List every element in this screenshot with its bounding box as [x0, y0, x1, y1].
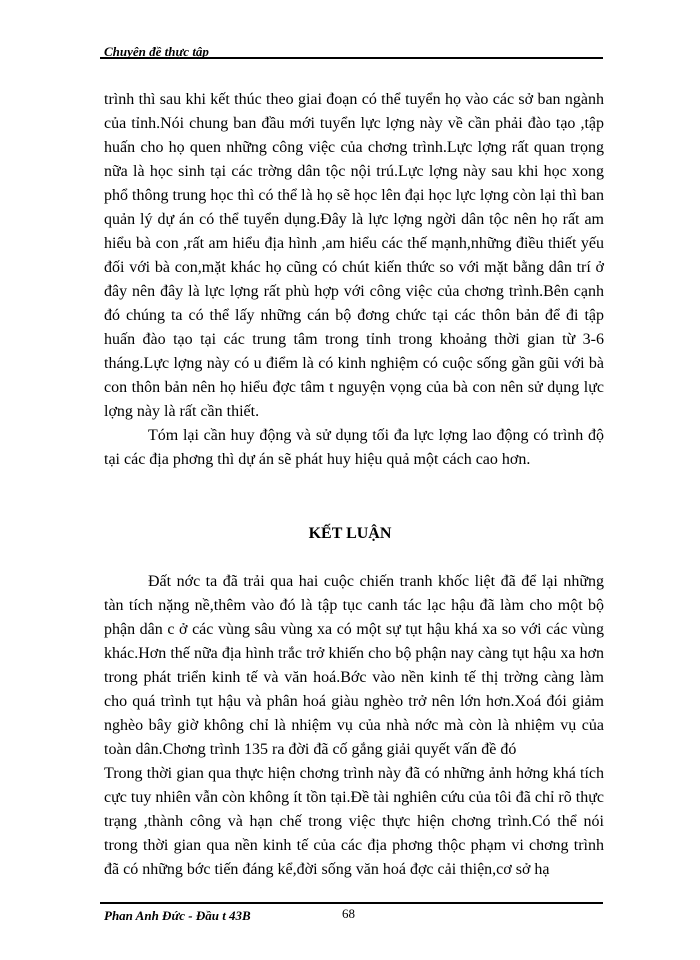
paragraph: Tóm lại cần huy động và sử dụng tối đa lực lợng lao động có trình độ tại các địa phơng thì dự án sẽ phát huy hiệu quả một cách cao hơn.	[104, 427, 604, 468]
paragraph: Đất nớc ta đã trải qua hai cuộc chiến tranh khốc liệt đã để lại những tàn tích nặng nề,thêm vào đó là tập tục canh tác lạc hậu đã làm cho một bộ phận dân c ở các vùng sâu vùng xa có một sự tụt hậu khá xa so với các vùng khác.Hơn thế nữa địa hình trắc trở khiến cho bộ phận nay càng tụt hậu xa hơn trong phát triển kinh tế và văn hoá.Bớc vào nền kinh tế thị trờng càng làm cho quá trình tụt hậu và phân hoá giàu nghèo trở nên lớn hơn.Xoá đói giảm nghèo bây giờ không chỉ là nhiệm vụ của nhà nớc mà còn là nhiệm vụ của toàn dân.Chơng trình 135 ra đời đã cố gắng giải quyết vấn đề đó	[104, 573, 604, 758]
footer-author: Phan Anh Đức - Đầu t 43B	[104, 908, 251, 923]
conclusion-body	[104, 570, 604, 882]
header-title: Chuyên đề thực tập	[104, 44, 209, 59]
footer-divider	[100, 902, 603, 904]
header-divider	[100, 57, 603, 59]
conclusion-heading: KẾT LUẬN	[308, 525, 392, 542]
section-body	[104, 88, 604, 472]
paragraph: trình thì sau khi kết thúc theo giai đoạn có thể tuyển họ vào các sở ban ngành của tỉnh.Nói chung ban đầu mới tuyển lực lợng này về cần phải đào tạo ,tập huấn cho họ quen những công việc của chơng trình.Lực lợng rất quan trọng nữa là học sinh tại các trờng dân tộc nội trú.Lực lợng này sau khi học xong phổ thông trung học thì có thể là họ sẽ học lên đại học lực lợng còn lại thì ban quản lý dự án có thể tuyển dụng.Đây là lực lợng ngời dân tộc nên họ rất am hiểu bà con ,rất am hiểu địa hình ,am hiểu các thế mạnh,những điều thiết yếu đối với bà con,mặt khác họ cũng có chút kiến thức so với mặt bằng dân trí ở đây nên đây là lực lợng rất phù hợp với công việc của chơng trình.Bên cạnh đó chúng ta có thể lấy những cán bộ đơng chức tại các thôn bản để đi tập huấn đào tạo tại các trung tâm trong tỉnh trong khoảng thời gian từ 3-6 tháng.Lực lợng này có u điểm là có kinh nghiệm có cuộc sống gần gũi với bà con thôn bản nên họ hiểu đợc tâm t nguyện vọng của bà con nên sử dụng lực lợng này là rất cần thiết.	[104, 91, 604, 420]
page-number: 68	[342, 906, 355, 921]
paragraph: Trong thời gian qua thực hiện chơng trình này đã có những ảnh hởng khá tích cực tuy nhiên vẫn còn không ít tồn tại.Đề tài nghiên cứu của tôi đã chỉ rõ thực trạng ,thành công và hạn chế trong việc thực hiện chơng trình.Có thể nói trong thời gian qua nền kinh tế của các địa phơng thộc phạm vi chơng trình đã có những bớc tiến đáng kể,đời sống văn hoá đợc cải thiện,cơ sở hạ	[104, 765, 604, 878]
